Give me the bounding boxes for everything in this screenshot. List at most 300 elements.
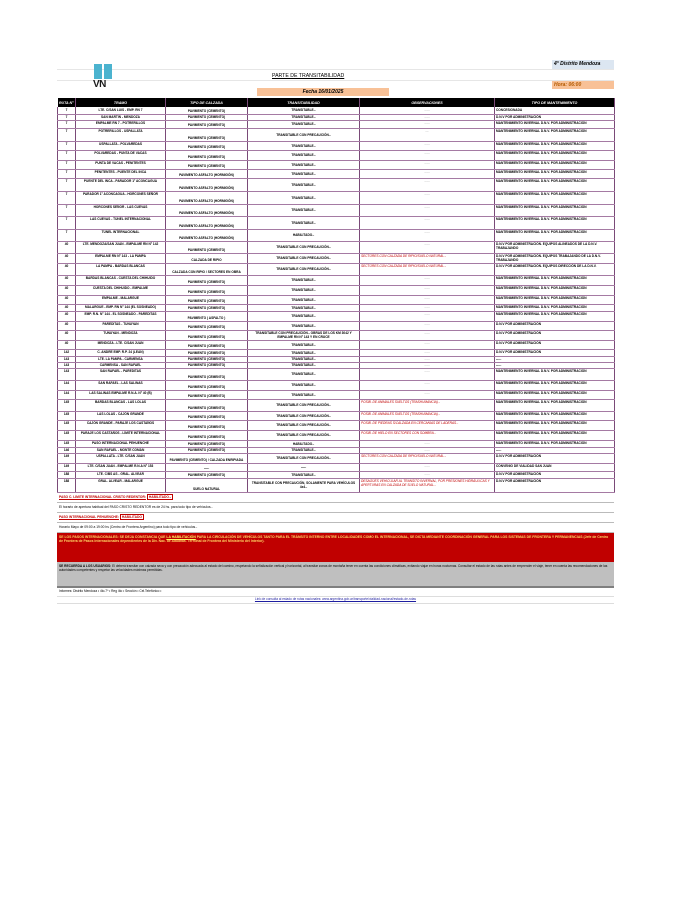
route-number: 7 [58,178,76,191]
observations-cell: SECTORES CON CALZADA DE RIPIO/SUELO NATURAL.- [360,453,495,463]
observations-cell: ----- [360,150,495,160]
route-number: 145 [58,399,76,411]
table-row [58,169,615,178]
maintenance-cell: D.N.V POR ADMINISTRACIÓN [495,349,615,356]
calzada-cell: PAVIMENTO (CEMENTO) [166,440,248,447]
transitability-cell: TRANSITABLE CON PRECAUCIÓN.- [248,420,360,430]
calzada-cell: PAVIMENTO (CEMENTO) [166,471,248,478]
calzada-cell: PAVIMENTO (CEMENTO) [166,275,248,285]
tramo-cell: C. ANDRE EMP. R.P. 24 (LEAN) [76,349,166,356]
tramo-cell: USPALLATA - LTE. C/SAN JUAN [76,453,166,463]
transitability-cell: HABILITADO.- [248,440,360,447]
transitability-cell: TRANSITABLE.- [248,141,360,150]
transitability-cell: TRANSITABLE.- [248,340,360,349]
calzada-cell: PAVIMENTO ASFALTO (HORMIGÓN) [166,178,248,191]
tramo-cell: POTRERILLOS - USPALLATA [76,128,166,141]
transitability-cell: TRANSITABLE.- [248,178,360,191]
maintenance-cell: MANTENIMIENTO INVERNAL D.N.V. POR ADMINISTRACIÓN [495,399,615,411]
tramo-cell: BARDAS BLANCAS - CUESTA DEL CHIHUIDO [76,275,166,285]
table-row [58,368,615,380]
transitability-cell: TRANSITABLE.- [248,321,360,330]
calzada-cell: PAVIMENTO ASFALTO (HORMIGÓN) [166,216,248,229]
observations-cell: DESAGÜES VEHICULAR AL TRANSITO INVERNAL, POR PRESIONES HIDRÁULICAS Y APERTURAS EN CALZADA DE SUELO NATURAL.- [360,478,495,492]
tramo-cell: PUENTE DEL INCA - PARADOR 1° ACONCAGUA [76,178,166,191]
tramo-cell: HORCONES SEÑOR - LAS CUEVAS [76,204,166,216]
transitability-cell: TRANSITABLE.- [248,150,360,160]
table-row [58,399,615,411]
table-row [58,241,615,253]
observations-cell: POSIB. DE PIEDRAS S/CALZADA EN CERCANÍAS DE LADERAS.- [360,420,495,430]
observations-cell: ----- [360,169,495,178]
calzada-cell: PAVIMENTO (CEMENTO) [166,141,248,150]
calzada-cell: PAVIMENTO (CEMENTO) [166,356,248,362]
transitability-cell: TRANSITABLE.- [248,356,360,362]
tramo-cell: PARADOR 1° ACONCAGUA - HORCONES SEÑOR [76,191,166,204]
transitability-cell: TRANSITABLE.- [248,216,360,229]
observations-cell: ----- [360,229,495,241]
observations-cell: ----- [360,330,495,340]
maintenance-cell: D.N.V POR ADMINISTRACIÓN [495,478,615,492]
calzada-cell: CALZADA DE RIPIO [166,253,248,263]
observations-cell: ----- [360,349,495,356]
tramo-cell: EMPALME RN 7 - POTRERILLOS [76,120,166,128]
observations-cell: ----- [360,304,495,311]
transitability-cell: TRANSITABLE.- [248,311,360,321]
maintenance-cell: MANTENIMIENTO INVERNAL D.N.V. POR ADMINISTRACIÓN [495,304,615,311]
route-number: 188 [58,471,76,478]
table-row [58,263,615,275]
transitability-cell: TRANSITABLE CON PRECAUCIÓN.- [248,128,360,141]
maintenance-cell: MANTENIMIENTO INVERNAL D.N.V. POR ADMINISTRACIÓN [495,216,615,229]
maintenance-cell: MANTENIMIENTO INVERNAL D.N.V. POR ADMINISTRACIÓN [495,275,615,285]
tramo-cell: EMPALME RN N° 143 - LA PAMPA [76,253,166,263]
maintenance-cell: MANTENIMIENTO INVERNAL D.N.V. POR ADMINISTRACIÓN [495,160,615,169]
tramo-cell: LAS SALINAS EMPALME R.N.A. N° 40 (B) [76,390,166,399]
observations-cell: ----- [360,120,495,128]
calzada-cell: PAVIMENTO ASFALTO (HORMIGÓN) [166,191,248,204]
tramo-cell: LAS LOLAS - CAJÓN GRANDE [76,411,166,420]
transitability-cell: TRANSITABLE CON PRECAUCIÓN.- [248,263,360,275]
col-header-mantenimiento: TIPO DE MANTENIMIENTO [495,98,615,107]
observations-cell: ----- [360,275,495,285]
note-cristo-redentor: PASO C. LIMITE INTERNACIONAL CRISTO REDENTOR: HABILITADO.- [57,493,614,503]
table-row [58,191,615,204]
observations-cell: SECTORES CON CALZADA DE RIPIO/SUELO NATURAL.- [360,253,495,263]
observations-cell: POSIB. DE ANIMALES SUELTOS (TRASHUMANCIA).- [360,411,495,420]
report-notes [57,493,614,604]
transitability-cell: TRANSITABLE CON PRECAUCIÓN.- [248,411,360,420]
tramo-cell: EMPALME - MALARGÜE [76,295,166,304]
route-number: 7 [58,191,76,204]
tramo-cell: LTE. MENDOZA/SAN JUAN - EMPALME RN N° 142 [76,241,166,253]
transitability-cell: TRANSITABLE.- [248,204,360,216]
calzada-cell: PAVIMENTO (CEMENTO) [166,340,248,349]
status-badge: HABILITADO [121,514,142,519]
calzada-cell: PAVIMENTO (CEMENTO) / CALZADA ENRIPIADA [166,453,248,463]
calzada-cell: PAVIMENTO (CEMENTO) [166,368,248,380]
maintenance-cell: MANTENIMIENTO INVERNAL D.N.V. POR ADMINISTRACIÓN [495,390,615,399]
tramo-cell: SAN RAFAEL - MONTE COMÁN [76,447,166,453]
tramo-cell: LTE. LA PAMPA - CARMENSA [76,356,166,362]
transitability-cell: TRANSITABLE CON PRECAUCIÓN.- OBRAS DE LOS KM 3042 Y EMPALME RN N° 143 Y EN CRUCE [248,330,360,340]
observations-cell: ----- [360,191,495,204]
observations-cell: POSIB. DE ANIMALES SUELTOS (TRASHUMANCIA).- [360,399,495,411]
route-number: 40 [58,321,76,330]
observations-cell: ----- [360,204,495,216]
maintenance-cell: D.N.V POR ADMINISTRACIÓN [495,453,615,463]
route-number: 149 [58,463,76,471]
transitability-cell: TRANSITABLE CON PRECAUCIÓN, SOLAMENTE PARA VEHÍCULOS 4x4.- [248,478,360,492]
maintenance-cell: MANTENIMIENTO INVERNAL D.N.V. POR ADMINISTRACIÓN [495,311,615,321]
route-number: 40 [58,295,76,304]
table-row [58,453,615,463]
calzada-cell: PAVIMENTO ASFALTO (HORMIGÓN) [166,229,248,241]
calzada-cell: PAVIMENTO (CEMENTO) [166,380,248,390]
route-number: 7 [58,107,76,114]
maintenance-cell: MANTENIMIENTO INVERNAL D.N.V. POR ADMINISTRACIÓN [495,191,615,204]
route-number: 188 [58,478,76,492]
calzada-cell: PAVIMENTO (CEMENTO) [166,304,248,311]
transitability-cell: TRANSITABLE CON PRECAUCIÓN.- [248,241,360,253]
table-row [58,295,615,304]
col-header-calzada: TIPO DE CALZADA [166,98,248,107]
calzada-cell: PAVIMENTO ASFALTO (HORMIGÓN) [166,169,248,178]
transitability-cell: TRANSITABLE.- [248,275,360,285]
observations-cell: ----- [360,380,495,390]
status-link[interactable]: Link de consulta al estado de rutas nacionales: www.argentina.gob.ar/transporte/vialidad-nacional/estado-de-rutas [57,597,614,604]
observations-cell: ----- [360,285,495,295]
report-date: Fecha 16/01/2025 [257,88,389,96]
maintenance-cell: MANTENIMIENTO INVERNAL D.N.V. POR ADMINISTRACIÓN [495,295,615,304]
route-number: 145 [58,411,76,420]
table-row [58,275,615,285]
calzada-cell: PAVIMENTO (CEMENTO) [166,285,248,295]
table-row [58,390,615,399]
tramo-cell: BARDAS BLANCAS - LAS LOLAS [76,399,166,411]
maintenance-cell: CONCESIONADA [495,107,615,114]
table-row [58,321,615,330]
transitability-cell: TRANSITABLE CON PRECAUCIÓN.- [248,430,360,440]
calzada-cell: PAVIMENTO (CEMENTO) [166,241,248,253]
maintenance-cell: D.N.V POR ADMINISTRACIÓN. EQUIPOS DIRECCIÓN DE LA D.N.V. [495,263,615,275]
maintenance-cell: MANTENIMIENTO INVERNAL D.N.V. POR ADMINISTRACIÓN [495,169,615,178]
route-number: 40 [58,304,76,311]
district-label: 4° Distrito Mendoza [552,60,614,69]
maintenance-cell: MANTENIMIENTO INVERNAL D.N.V. POR ADMINISTRACIÓN [495,411,615,420]
calzada-cell: PAVIMENTO (CEMENTO) [166,128,248,141]
tramo-cell: TÚNEL INTERNACIONAL [76,229,166,241]
table-row [58,304,615,311]
transitability-cell: TRANSITABLE CON PRECAUCIÓN.- [248,399,360,411]
maintenance-cell: ----- [495,362,615,368]
calzada-cell: PAVIMENTO (CEMENTO) [166,120,248,128]
calzada-cell: CALZADA CON RIPIO / SECTORES EN OBRA [166,263,248,275]
transitability-cell: TRANSITABLE.- [248,368,360,380]
observations-cell: ----- [360,160,495,169]
tramo-cell: TUNUYAN - MENDOZA [76,330,166,340]
note-cristo-redentor-hours: El horario de apertura habitual del PASO CRISTO REDENTOR es de 24 hs. para todo tipo de vehículos.- [57,503,614,513]
observations-cell: POSIB. DE HIELO EN SECTORES CON SOMBRA.- [360,430,495,440]
table-row [58,411,615,420]
table-row [58,216,615,229]
maintenance-cell: MANTENIMIENTO INVERNAL D.N.V. POR ADMINISTRACIÓN [495,128,615,141]
tramo-cell: POLVAREDAS - PUNTA DE VACAS [76,150,166,160]
transitability-cell: TRANSITABLE.- [248,390,360,399]
route-number: 40 [58,253,76,263]
maintenance-cell: MANTENIMIENTO INVERNAL D.N.V. POR ADMINISTRACIÓN [495,420,615,430]
table-row [58,160,615,169]
tramo-cell: PARAJE LOS CASTAÑOS - LÍMITE INTERNACIONAL [76,430,166,440]
maintenance-cell: MANTENIMIENTO INVERNAL D.N.V. POR ADMINISTRACIÓN [495,178,615,191]
route-number: 7 [58,229,76,241]
tramo-cell: CAJÓN GRANDE - PARAJE LOS CASTAÑOS [76,420,166,430]
route-number: 40 [58,340,76,349]
calzada-cell: PAVIMENTO (CEMENTO) [166,160,248,169]
transitability-cell: TRANSITABLE.- [248,107,360,114]
table-row [58,420,615,430]
tramo-cell: SAN RAFAEL - PAREDITAS [76,368,166,380]
calzada-cell: PAVIMENTO (CEMENTO) [166,321,248,330]
note-pehuenche: PASO INTERNACIONAL PEHUENCHE: HABILITADO [57,513,614,523]
route-number: 7 [58,160,76,169]
route-number: 149 [58,453,76,463]
table-row [58,340,615,349]
route-number: 145 [58,440,76,447]
tramo-cell: SAN RAFAEL - LAS SALINAS [76,380,166,390]
route-number: 7 [58,169,76,178]
table-row [58,349,615,356]
calzada-cell: ----- [166,463,248,471]
calzada-cell: PAVIMENTO (CEMENTO) [166,362,248,368]
tramo-cell: PUNTA DE VACAS - PENITENTES [76,160,166,169]
calzada-cell: PAVIMENTO (CEMENTO) [166,107,248,114]
observations-cell: ----- [360,368,495,380]
maintenance-cell: D.N.V POR ADMINISTRACIÓN. EQUIPOS TRABAJANDO DE LA D.N.V. TRABAJANDO [495,253,615,263]
tramo-cell: LTE. C/BS AS - GRAL. ALVEAR [76,471,166,478]
table-row [58,128,615,141]
transitability-cell: TRANSITABLE.- [248,304,360,311]
observations-cell: ----- [360,295,495,304]
transitability-cell: TRANSITABLE.- [248,160,360,169]
route-number: 7 [58,128,76,141]
route-number: 7 [58,150,76,160]
route-number: 40 [58,311,76,321]
observations-cell: ----- [360,356,495,362]
table-row [58,120,615,128]
calzada-cell: PAVIMENTO ASFALTO (HORMIGÓN) [166,204,248,216]
warning-banner: SE LOS PASOS INTERNACIONALES: SE DEJA CONSTANCIA QUE LA HABILITACIÓN PARA LA CIRCULACIÓN DE VEHÍCULOS TANTO PARA EL TRÁNSITO INTERNO ENTRE LOCALIDADES COMO EL INTERNACIONAL, SE DICTA MEDIANTE COORDINACIÓN GENERAL PARA LOS SISTEMAS DE FRONTERA Y PERMANENCIAS (Jefe de Centro de Frontera de Pasos Internacionales dependientes de la Div. Nac. de Aduanas. Terminal de Frontera del Ministerio del Interior). [57,533,614,562]
tramo-cell: LAS CUEVAS - TÚNEL INTERNACIONAL [76,216,166,229]
table-row [58,204,615,216]
tramo-cell: PASO INTERNACIONAL PEHUENCHE [76,440,166,447]
transitability-cell: TRANSITABLE.- [248,120,360,128]
calzada-cell: PAVIMENTO (CEMENTO) [166,150,248,160]
route-number: 40 [58,241,76,253]
tramo-cell: LA PAMPA - BARDAS BLANCAS [76,263,166,275]
observations-cell: ----- [360,114,495,120]
table-row [58,253,615,263]
tramo-cell: CARMENSA - SAN RAFAEL [76,362,166,368]
calzada-cell: PAVIMENTO (CEMENTO) [166,349,248,356]
maintenance-cell: MANTENIMIENTO INVERNAL D.N.V. POR ADMINISTRACIÓN [495,150,615,160]
calzada-cell: PAVIMENTO ( ASFALTO ) [166,311,248,321]
transitability-cell: TRANSITABLE.- [248,447,360,453]
route-number: 40 [58,263,76,275]
transitability-cell: TRANSITABLE.- [248,169,360,178]
tramo-cell: SAN MARTIN - MENDOZA [76,114,166,120]
maintenance-cell: D.N.V POR ADMINISTRACIÓN [495,340,615,349]
observations-cell: ----- [360,216,495,229]
route-number: 145 [58,430,76,440]
observations-cell: ----- [360,390,495,399]
transitability-cell: TRANSITABLE.- [248,285,360,295]
observations-cell: ----- [360,471,495,478]
note-pehuenche-hours: Horario Mayo de 09:00 a 19:00 hs (Centro de Frontera Argentino) para todo tipo de vehículos.- [57,523,614,533]
table-row [58,478,615,492]
table-row [58,311,615,321]
maintenance-cell: MANTENIMIENTO INVERNAL D.N.V. POR ADMINISTRACIÓN [495,120,615,128]
maintenance-cell: D.N.V POR ADMINISTRACIÓN. EQUIPOS ALINEADOS DE LA D.N.V. TRABAJANDO [495,241,615,253]
transitability-cell: HABILITADO.- [248,229,360,241]
table-row [58,107,615,114]
maintenance-cell: CONVENIO DE VIALIDAD SAN JUAN [495,463,615,471]
vn-logo: VN [93,64,115,94]
tramo-cell: EMP. R.N. N° 144 - EL SOSNEADO - PAREDITAS [76,311,166,321]
route-number: 7 [58,216,76,229]
table-row [58,141,615,150]
transitability-cell: TRANSITABLE CON PRECAUCIÓN.- [248,253,360,263]
route-number: 146 [58,447,76,453]
calzada-cell: PAVIMENTO (CEMENTO) [166,390,248,399]
route-number: 144 [58,390,76,399]
observations-cell: ----- [360,340,495,349]
observations-cell: --- [360,128,495,141]
table-row [58,471,615,478]
calzada-cell: PAVIMENTO (CEMENTO) [166,411,248,420]
observations-cell: ----- [360,241,495,253]
transitability-report [57,60,614,604]
table-row [58,463,615,471]
observations-cell: SECTORES CON CALZADA DE RIPIO/SUELO NATURAL.- [360,263,495,275]
maintenance-cell: MANTENIMIENTO INVERNAL D.N.V. POR ADMINISTRACIÓN [495,204,615,216]
route-number: 7 [58,141,76,150]
observations-cell: ----- [360,362,495,368]
calzada-cell: PAVIMENTO (CEMENTO) [166,330,248,340]
transitability-table [57,98,615,493]
col-header-ruta: RUTA N° [58,98,76,107]
observations-cell: ----- [360,311,495,321]
status-badge: HABILITADO.- [148,494,171,499]
maintenance-cell: MANTENIMIENTO INVERNAL D.N.V. POR ADMINISTRACIÓN [495,285,615,295]
col-header-transitabilidad: TRANSITABILIDAD [248,98,360,107]
table-row [58,440,615,447]
maintenance-cell: MANTENIMIENTO INVERNAL D.N.V. POR ADMINISTRACIÓN [495,430,615,440]
maintenance-cell: ----- [495,356,615,362]
route-number: 144 [58,380,76,390]
transitability-cell: TRANSITABLE.- [248,362,360,368]
calzada-cell: PAVIMENTO (CEMENTO) [166,420,248,430]
table-row [58,380,615,390]
col-header-tramo: TRAMO [76,98,166,107]
tramo-cell: GRAL. ALVEAR - MALARGÜE [76,478,166,492]
route-number: 40 [58,330,76,340]
report-header [57,60,614,98]
col-header-observaciones: OBSERVACIONES [360,98,495,107]
transitability-cell: ----- [248,463,360,471]
calzada-cell: PAVIMENTO (CEMENTO) [166,114,248,120]
maintenance-cell: MANTENIMIENTO INVERNAL D.N.V. POR ADMINISTRACIÓN [495,141,615,150]
maintenance-cell: D.N.V POR ADMINISTRACIÓN [495,114,615,120]
maintenance-cell: MANTENIMIENTO INVERNAL D.N.V. POR ADMINISTRACIÓN [495,368,615,380]
tramo-cell: LTE. C/SAN JUAN - EMPALME R.N.A N° 153 [76,463,166,471]
observations-cell: ----- [360,463,495,471]
observations-cell: ----- [360,141,495,150]
calzada-cell: PAVIMENTO (CEMENTO) [166,430,248,440]
route-number: 7 [58,120,76,128]
observations-cell: ----- [360,107,495,114]
transitability-cell: TRANSITABLE.- [248,114,360,120]
calzada-cell: PAVIMENTO (CEMENTO) [166,295,248,304]
maintenance-cell: ----- [495,447,615,453]
route-number: 7 [58,204,76,216]
route-number: 7 [58,114,76,120]
tramo-cell: PENITENTES - PUENTE DEL INCA [76,169,166,178]
calzada-cell: SUELO NATURAL [166,478,248,492]
route-number: 142 [58,349,76,356]
tramo-cell: USPALLATA - POLVAREDAS [76,141,166,150]
observations-cell: ----- [360,321,495,330]
table-row [58,430,615,440]
table-row [58,330,615,340]
table-header-row [58,98,615,107]
tramo-cell: MALARGÜE - EMP. RN N° 144 (EL SOSNEADO) [76,304,166,311]
transitability-cell: TRANSITABLE CON PRECAUCIÓN.- [248,453,360,463]
transitability-cell: TRANSITABLE.- [248,471,360,478]
table-row [58,178,615,191]
observations-cell: ----- [360,447,495,453]
report-time: Hora: 06:00 [552,81,614,89]
calzada-cell: PAVIMENTO (CEMENTO) [166,447,248,453]
tramo-cell: LTE. C/SAN LUIS - EMP. RN 7 [76,107,166,114]
transitability-cell: TRANSITABLE.- [248,295,360,304]
table-row [58,229,615,241]
route-number: 143 [58,368,76,380]
maintenance-cell: D.N.V POR ADMINISTRACIÓN [495,330,615,340]
transitability-cell: TRANSITABLE.- [248,380,360,390]
observations-cell: ----- [360,178,495,191]
maintenance-cell: MANTENIMIENTO INVERNAL D.N.V. POR ADMINISTRACIÓN [495,229,615,241]
table-row [58,285,615,295]
maintenance-cell: D.N.V POR ADMINISTRACIÓN [495,321,615,330]
route-number: 143 [58,356,76,362]
tramo-cell: PAREDITAS - TUNUYAN [76,321,166,330]
tramo-cell: MENDOZA - LTE. C/SAN JUAN [76,340,166,349]
route-number: 40 [58,275,76,285]
route-number: 40 [58,285,76,295]
route-number: 143 [58,362,76,368]
tramo-cell: CUESTA DEL CHIHUIDO - EMPALME [76,285,166,295]
page-title: PARTE DE TRANSITABILIDAD [272,73,345,79]
observations-cell: ----- [360,440,495,447]
maintenance-cell: MANTENIMIENTO INVERNAL D.N.V. POR ADMINISTRACIÓN [495,380,615,390]
transitability-cell: TRANSITABLE.- [248,349,360,356]
calzada-cell: PAVIMENTO (CEMENTO) [166,399,248,411]
route-number: 145 [58,420,76,430]
transitability-cell: TRANSITABLE.- [248,191,360,204]
contact-info: Informes: Distrito Mendoza • 4to.7º • Reg 4to • Sección • Cel.Telefónico • [57,588,614,597]
user-advice: SE RECUERDA A LOS USUARIOS: El deberá transitar con calzada seca y con precaución adecuada al estado del camino, respetando la señalización vertical y horizontal, al transitar zonas de montaña tener en cuenta las condiciones climáticas, evitando viajar en horas nocturnas. Consultar el estado de las rutas antes de emprender el viaje, tener en cuenta las recomendaciones de las autoridades competentes y respetar las velocidades máximas permitidas. [57,562,614,588]
maintenance-cell: MANTENIMIENTO INVERNAL D.N.V. POR ADMINISTRACIÓN [495,440,615,447]
